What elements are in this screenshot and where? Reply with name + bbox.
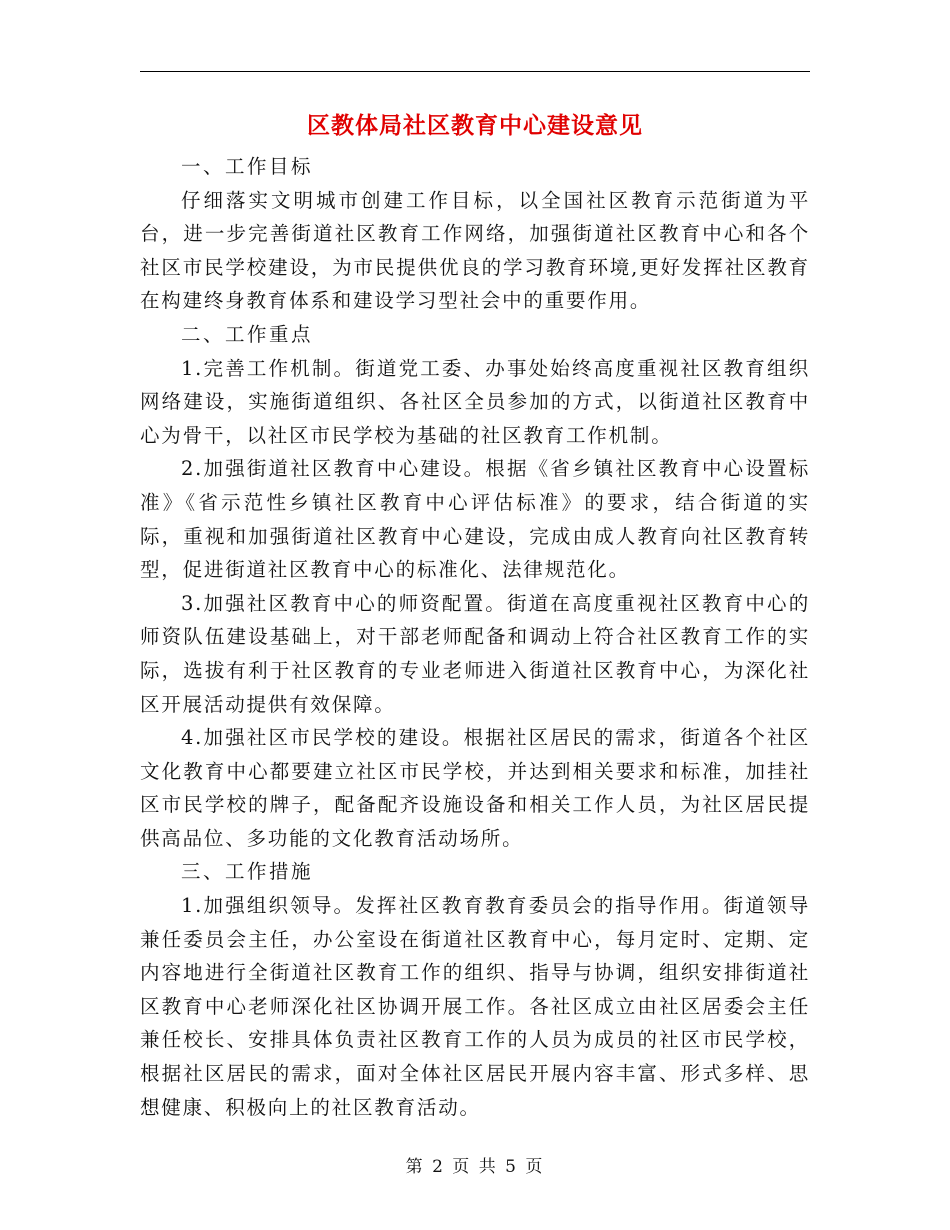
header-rule <box>140 71 810 72</box>
body-paragraph: 3.加强社区教育中心的师资配置。街道在高度重视社区教育中心的师资队伍建设基础上，对干部老师配备和调动上符合社区教育工作的实际，选拔有利于社区教育的专业老师进入街道社区教育中心，为深化社区开展活动提供有效保障。 <box>140 591 810 716</box>
section-heading: 二、工作重点 <box>180 322 313 346</box>
section-heading: 一、工作目标 <box>180 155 313 178</box>
document-body <box>140 150 810 1124</box>
body-paragraph: 4.加强社区市民学校的建设。根据社区居民的需求，街道各个社区文化教育中心都要建立社区市民学校，并达到相关要求和标准，加挂社区市民学校的牌子，配备配齐设施设备和相关工作人员，为社区居民提供高品位、多功能的文化教育活动场所。 <box>140 726 810 850</box>
body-paragraph: 仔细落实文明城市创建工作目标，以全国社区教育示范街道为平台，进一步完善街道社区教育工作网络，加强街道社区教育中心和各个社区市民学校建设，为市民提供优良的学习教育环境,更好发挥社区教育在构建终身教育体系和建设学习型社会中的重要作用。 <box>140 188 810 313</box>
body-paragraph: 2.加强街道社区教育中心建设。根据《省乡镇社区教育中心设置标准》《省示范性乡镇社区教育中心评估标准》的要求，结合街道的实际，重视和加强街道社区教育中心建设，完成由成人教育向社区教育转型，促进街道社区教育中心的标准化、法律规范化。 <box>140 457 810 582</box>
body-paragraph: 1.加强组织领导。发挥社区教育教育委员会的指导作用。街道领导兼任委员会主任，办公室设在街道社区教育中心，每月定时、定期、定内容地进行全街道社区教育工作的组织、指导与协调，组织安排街道社区教育中心老师深化社区协调开展工作。各社区成立由社区居委会主任兼任校长、安排具体负责社区教育工作的人员为成员的社区市民学校，根据社区居民的需求，面对全体社区居民开展内容丰富、形式多样、思想健康、积极向上的社区教育活动。 <box>140 894 810 1119</box>
page-number-footer: 第 2 页 共 5 页 <box>405 1157 545 1177</box>
section-heading: 三、工作措施 <box>180 860 313 884</box>
body-paragraph: 1.完善工作机制。街道党工委、办事处始终高度重视社区教育组织网络建设，实施街道组织、各社区全员参加的方式，以街道社区教育中心为骨干，以社区市民学校为基础的社区教育工作机制。 <box>140 356 810 447</box>
document-title: 区教体局社区教育中心建设意见 <box>307 112 643 139</box>
